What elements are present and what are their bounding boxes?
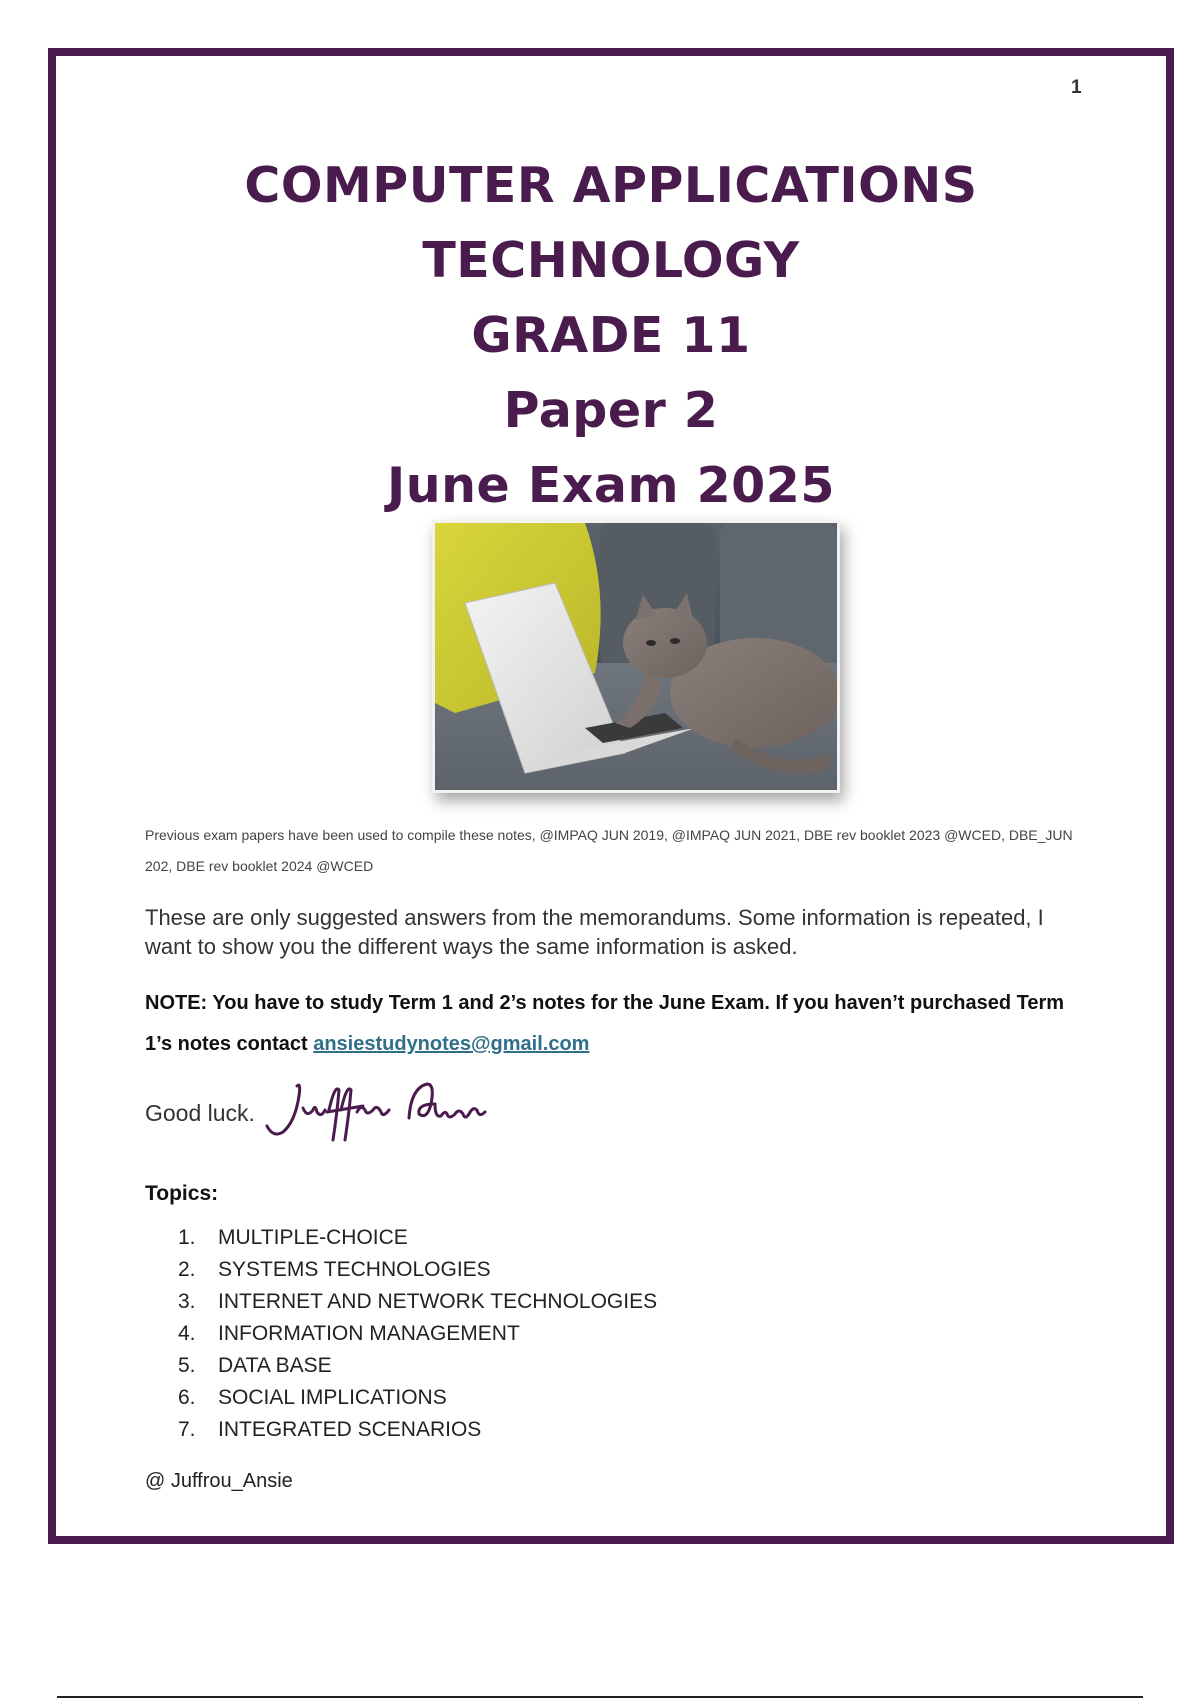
topic-label: SYSTEMS TECHNOLOGIES — [218, 1258, 491, 1281]
topic-label: INTERNET AND NETWORK TECHNOLOGIES — [218, 1290, 658, 1313]
topic-number: 2. — [178, 1258, 196, 1281]
title-line-4: Paper 2 — [503, 382, 719, 439]
footer-divider — [57, 1696, 1143, 1698]
title-line-3: GRADE 11 — [471, 307, 751, 364]
topic-label: MULTIPLE-CHOICE — [218, 1226, 408, 1249]
topics-list — [178, 1222, 657, 1446]
topic-item — [178, 1350, 657, 1382]
sources-note: Previous exam papers have been used to compile these notes, @IMPAQ JUN 2019, @IMPAQ JUN 2021, DBE rev booklet 2023 @WCED, DBE_JUN 202, DBE rev booklet 2024 @WCED — [145, 827, 1073, 874]
topic-number: 6. — [178, 1386, 196, 1409]
topic-item — [178, 1414, 657, 1446]
topic-label: INFORMATION MANAGEMENT — [218, 1322, 520, 1345]
title-line-2: TECHNOLOGY — [422, 232, 800, 289]
study-note — [145, 983, 1085, 1065]
topic-number: 3. — [178, 1290, 196, 1313]
author-handle: @ Juffrou_Ansie — [145, 1470, 293, 1492]
document-title — [48, 148, 1174, 523]
topic-number: 7. — [178, 1418, 196, 1441]
cat-laptop-photo — [432, 520, 840, 793]
signature-icon — [259, 1074, 489, 1144]
topic-label: INTEGRATED SCENARIOS — [218, 1418, 482, 1441]
topic-item — [178, 1286, 657, 1318]
topic-number: 5. — [178, 1354, 196, 1377]
good-luck-text: Good luck. — [145, 1099, 255, 1126]
contact-email-link[interactable]: ansiestudynotes@gmail.com — [313, 1033, 590, 1055]
topic-label: DATA BASE — [218, 1354, 332, 1377]
study-note-text: NOTE: You have to study Term 1 and 2’s notes for the June Exam. If you haven’t purchased Term 1’s notes contact — [145, 992, 1065, 1055]
topic-item — [178, 1222, 657, 1254]
cat-laptop-illustration — [435, 523, 837, 790]
topic-item — [178, 1318, 657, 1350]
title-line-1: COMPUTER APPLICATIONS — [244, 157, 978, 214]
topic-item — [178, 1254, 657, 1286]
topic-number: 1. — [178, 1226, 196, 1249]
topics-heading: Topics: — [145, 1182, 219, 1205]
page-number: 1 — [1071, 77, 1082, 98]
topic-number: 4. — [178, 1322, 196, 1345]
topic-item — [178, 1382, 657, 1414]
title-line-5: June Exam 2025 — [387, 457, 835, 514]
topic-label: SOCIAL IMPLICATIONS — [218, 1386, 447, 1409]
suggested-answers-note: These are only suggested answers from the memorandums. Some information is repeated, I want to show you the different ways the same information is asked. — [145, 905, 1044, 959]
good-luck-line — [145, 1078, 489, 1148]
